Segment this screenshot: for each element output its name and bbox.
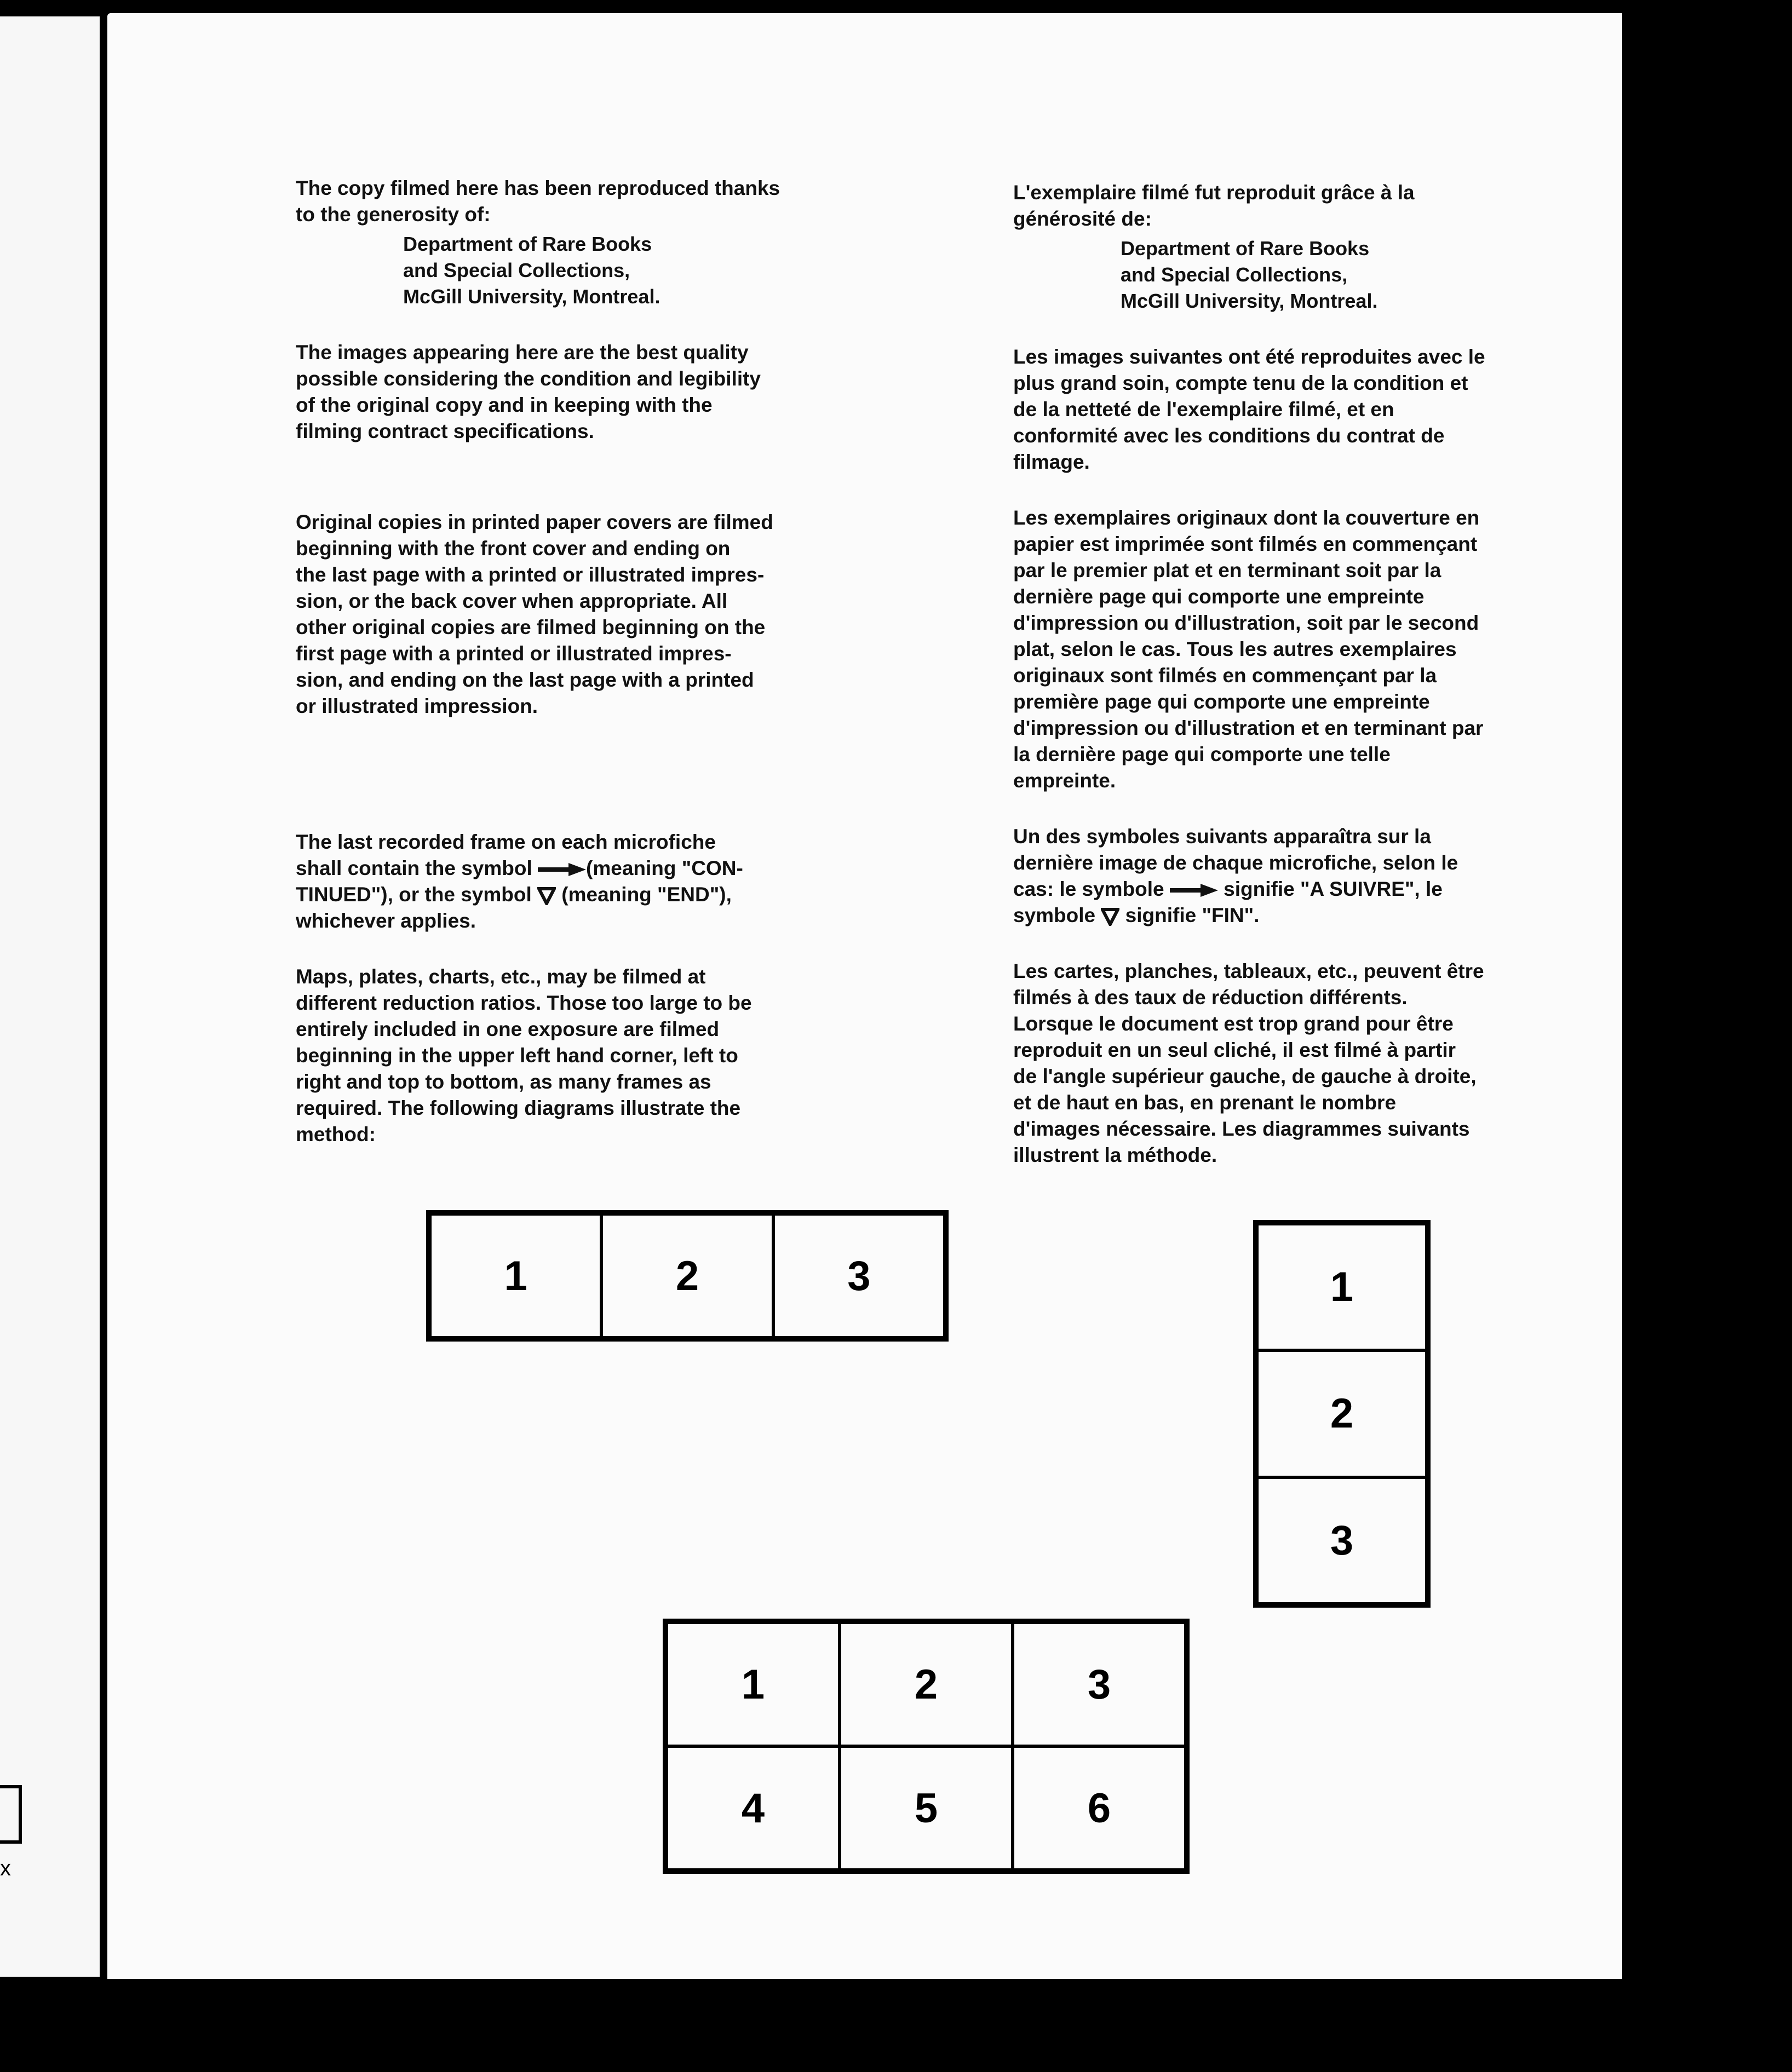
fr-acknowledgement: L'exemplaire filmé fut reproduit grâce à la générosité de: <box>1013 181 1415 230</box>
frame-cell: 2 <box>840 1622 1013 1746</box>
frame-cell: 2 <box>601 1214 773 1338</box>
en-symbols <box>296 829 898 934</box>
fr-maps-plates: Les cartes, planches, tableaux, etc., peuvent être filmés à des taux de réduction différents. Lorsque le document est trop grand pour être reproduit en un seul cliché, il est filmé à partir de l'angle supérieur gauche, de gauche à droite, et de haut en bas, en prenant le nombre d'images nécessaire. Les diagrammes suivants illustrent la méthode. <box>1013 960 1484 1166</box>
en-symbols-text-c: (meaning "END"), whichever applies. <box>296 883 732 932</box>
frame-cell: 6 <box>1013 1746 1186 1870</box>
frame-cell: 1 <box>430 1214 601 1338</box>
en-symbols-text-b: (meaning "CON- TINUED"), or the symbol <box>296 857 743 906</box>
fr-symbols-text-a: Un des symboles suivants apparaîtra sur la dernière image de chaque microfiche, selon le cas: le symbole <box>1013 825 1458 900</box>
fr-institution-address: Department of Rare Books and Special Collections, McGill University, Montreal. <box>1121 237 1378 312</box>
fr-symbols <box>1013 824 1616 929</box>
adjacent-page-mark: x <box>0 1856 11 1880</box>
frame-cell: 1 <box>1257 1224 1427 1350</box>
en-institution-address: Department of Rare Books and Special Collections, McGill University, Montreal. <box>403 233 660 308</box>
frame-cell: 2 <box>1257 1350 1427 1477</box>
diagram-grid <box>663 1619 1190 1874</box>
frame-cell: 5 <box>840 1746 1013 1870</box>
adjacent-page-box <box>0 1785 22 1844</box>
triangle-down-icon <box>537 887 556 905</box>
fr-symbols-text-b: signifie "A SUIVRE", le symbole <box>1013 878 1443 926</box>
en-maps-plates: Maps, plates, charts, etc., may be filmed at different reduction ratios. Those too large to be entirely included in one exposure are filmed beginning in the upper left hand corner, left to right and top to bottom, as many frames as required. The following diagrams illustrate the method: <box>296 965 752 1146</box>
fr-image-quality: Les images suivantes ont été reproduites avec le plus grand soin, compte tenu de la condition et de la netteté de l'exemplaire filmé, et en conformité avec les conditions du contrat de filmage. <box>1013 346 1485 473</box>
en-symbols-text-a: The last recorded frame on each microfiche shall contain the symbol <box>296 831 716 879</box>
diagram-horizontal <box>426 1210 949 1342</box>
frame-cell: 4 <box>667 1746 840 1870</box>
en-image-quality: The images appearing here are the best quality possible considering the condition and legibility of the original copy and in keeping with the filming contract specifications. <box>296 341 761 442</box>
arrow-icon <box>538 863 586 876</box>
frame-cell: 1 <box>667 1622 840 1746</box>
microfiche-target-page <box>107 13 1622 1979</box>
diagram-vertical <box>1253 1220 1431 1608</box>
frame-cell: 3 <box>1257 1477 1427 1604</box>
french-column <box>1013 180 1616 1198</box>
en-original-copies: Original copies in printed paper covers are filmed beginning with the front cover and ending on the last page with a printed or illustrated impres- sion, or the back cover when appropriate. All other original copies are filmed beginning on the first page with a printed or illustrated impres- sion, and ending on the last page with a printed or illustrated impression. <box>296 511 773 717</box>
fr-original-copies: Les exemplaires originaux dont la couverture en papier est imprimée sont filmés en commençant par le premier plat et en terminant soit par la dernière page qui comporte une empreinte d'impression ou d'illustration, soit par le second plat, selon le cas. Tous les autres exemplaires originaux sont filmés en commençant par la première page qui comporte une empreinte d'impression ou d'illustration et en terminant par la dernière page qui comporte une telle empreinte. <box>1013 507 1484 792</box>
en-acknowledgement: The copy filmed here has been reproduced thanks to the generosity of: <box>296 177 780 226</box>
triangle-down-icon <box>1101 907 1119 926</box>
frame-cell: 3 <box>773 1214 945 1338</box>
frame-cell: 3 <box>1013 1622 1186 1746</box>
adjacent-page-edge <box>0 16 100 1977</box>
arrow-icon <box>1170 884 1218 897</box>
english-column <box>296 175 898 1177</box>
fr-symbols-text-c: signifie "FIN". <box>1119 904 1260 926</box>
